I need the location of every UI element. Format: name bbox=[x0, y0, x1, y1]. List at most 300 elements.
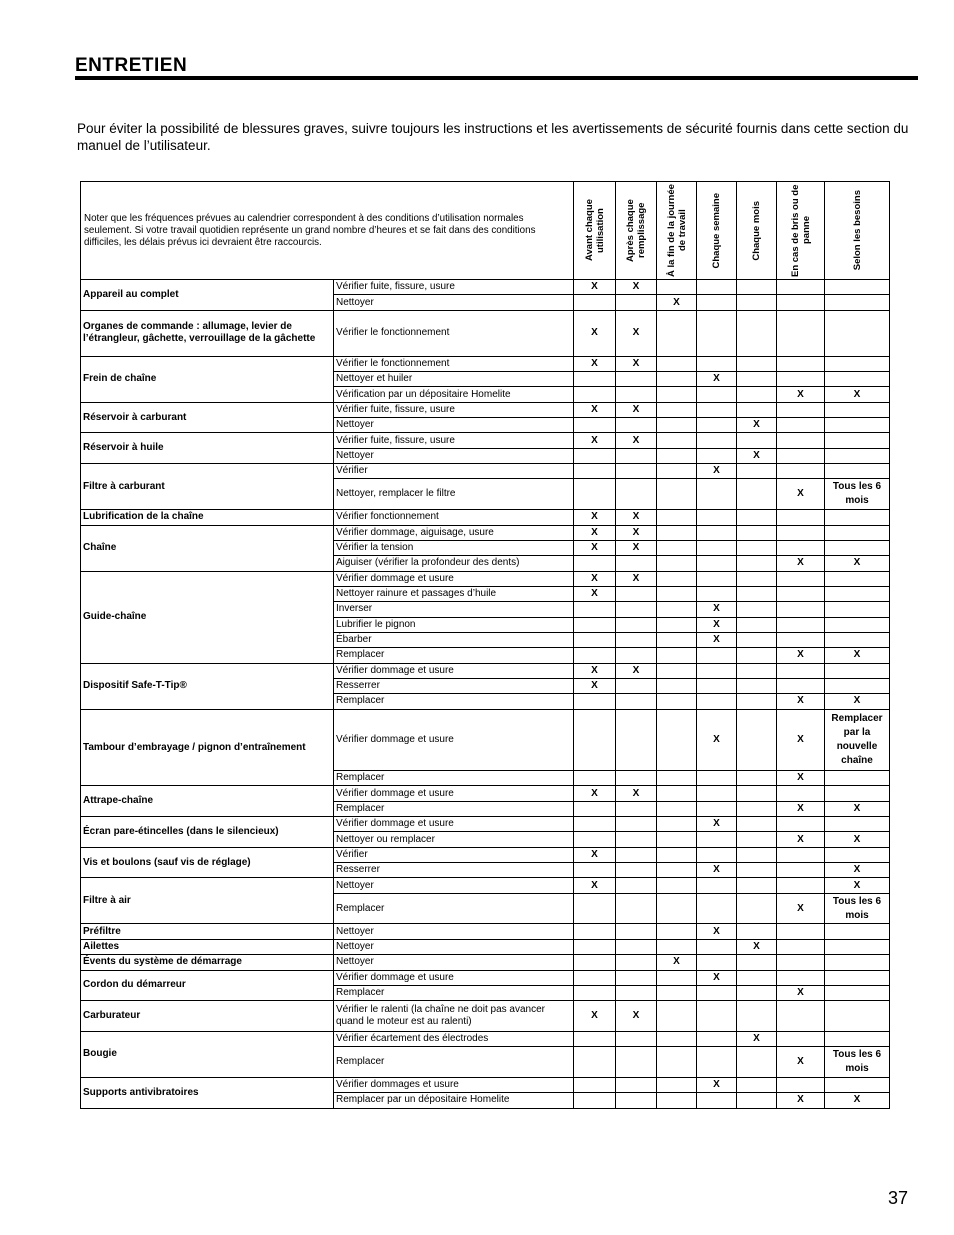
task-cell: Remplacer par un dépositaire Homelite bbox=[334, 1093, 574, 1108]
frequency-mark bbox=[657, 771, 697, 786]
component-cell: Écran pare-étincelles (dans le silencieux) bbox=[81, 817, 334, 848]
frequency-mark bbox=[825, 786, 890, 801]
frequency-mark bbox=[737, 310, 777, 356]
frequency-mark bbox=[825, 571, 890, 586]
frequency-note bbox=[81, 182, 574, 280]
task-cell: Vérifier dommages et usure bbox=[334, 1077, 574, 1092]
frequency-mark: X bbox=[574, 847, 616, 862]
frequency-mark bbox=[616, 709, 657, 770]
frequency-mark: X bbox=[777, 694, 825, 709]
table-row bbox=[81, 510, 890, 525]
frequency-mark bbox=[574, 771, 616, 786]
frequency-mark: X bbox=[825, 694, 890, 709]
frequency-mark bbox=[657, 1001, 697, 1032]
frequency-mark: X bbox=[777, 648, 825, 663]
frequency-mark bbox=[574, 602, 616, 617]
component-cell: Réservoir à carburant bbox=[81, 402, 334, 433]
frequency-mark bbox=[657, 479, 697, 510]
frequency-mark bbox=[825, 525, 890, 540]
frequency-mark bbox=[657, 418, 697, 433]
frequency-mark bbox=[825, 678, 890, 693]
frequency-mark: X bbox=[616, 663, 657, 678]
frequency-mark bbox=[737, 479, 777, 510]
frequency-mark bbox=[697, 1031, 737, 1046]
frequency-mark bbox=[825, 955, 890, 970]
frequency-mark bbox=[737, 372, 777, 387]
column-header bbox=[657, 182, 697, 280]
frequency-mark bbox=[616, 863, 657, 878]
frequency-mark bbox=[574, 464, 616, 479]
frequency-mark bbox=[574, 801, 616, 816]
frequency-mark bbox=[574, 817, 616, 832]
frequency-mark bbox=[657, 402, 697, 417]
frequency-mark bbox=[697, 893, 737, 924]
frequency-mark bbox=[737, 985, 777, 1000]
task-cell: Nettoyer bbox=[334, 295, 574, 310]
frequency-mark bbox=[777, 617, 825, 632]
table-row bbox=[81, 1001, 890, 1032]
frequency-mark bbox=[616, 479, 657, 510]
frequency-mark bbox=[737, 602, 777, 617]
title-rule bbox=[75, 76, 918, 80]
task-cell: Vérifier fuite, fissure, usure bbox=[334, 433, 574, 448]
frequency-mark: X bbox=[777, 801, 825, 816]
frequency-mark bbox=[574, 832, 616, 847]
frequency-mark bbox=[657, 893, 697, 924]
frequency-mark: X bbox=[777, 479, 825, 510]
frequency-mark bbox=[657, 678, 697, 693]
component-cell: Appareil au complet bbox=[81, 280, 334, 311]
component-cell: Frein de chaîne bbox=[81, 356, 334, 402]
frequency-mark bbox=[657, 310, 697, 356]
frequency-mark bbox=[737, 786, 777, 801]
frequency-mark bbox=[657, 448, 697, 463]
frequency-mark bbox=[616, 464, 657, 479]
frequency-mark bbox=[574, 479, 616, 510]
frequency-mark bbox=[574, 709, 616, 770]
frequency-mark bbox=[777, 602, 825, 617]
task-cell: Resserrer bbox=[334, 678, 574, 693]
frequency-mark bbox=[825, 540, 890, 555]
frequency-mark bbox=[737, 540, 777, 555]
task-cell: Nettoyer et huiler bbox=[334, 372, 574, 387]
frequency-mark: X bbox=[777, 985, 825, 1000]
frequency-mark: X bbox=[657, 295, 697, 310]
frequency-mark bbox=[825, 602, 890, 617]
frequency-mark bbox=[616, 387, 657, 402]
intro-paragraph: Pour éviter la possibilité de blessures graves, suivre toujours les instructions et les avertissements de sécurité fournis dans cette section du manuel de l’utilisateur. bbox=[77, 121, 909, 153]
frequency-mark bbox=[697, 801, 737, 816]
frequency-mark: Tous les 6 mois bbox=[825, 1047, 890, 1078]
table-row bbox=[81, 817, 890, 832]
task-cell: Inverser bbox=[334, 602, 574, 617]
frequency-mark: X bbox=[697, 632, 737, 647]
component-cell: Dispositif Safe-T-Tip® bbox=[81, 663, 334, 709]
frequency-mark bbox=[697, 678, 737, 693]
frequency-mark: X bbox=[616, 356, 657, 371]
frequency-mark bbox=[737, 387, 777, 402]
table-row bbox=[81, 525, 890, 540]
column-header bbox=[697, 182, 737, 280]
frequency-mark: X bbox=[737, 1031, 777, 1046]
frequency-mark bbox=[825, 817, 890, 832]
task-cell: Vérifier dommage et usure bbox=[334, 571, 574, 586]
task-cell: Vérifier bbox=[334, 464, 574, 479]
frequency-mark bbox=[616, 771, 657, 786]
frequency-mark bbox=[777, 1031, 825, 1046]
frequency-mark: X bbox=[574, 510, 616, 525]
frequency-mark bbox=[574, 418, 616, 433]
frequency-mark bbox=[737, 280, 777, 295]
task-cell: Nettoyer bbox=[334, 878, 574, 893]
table-row bbox=[81, 571, 890, 586]
frequency-mark bbox=[737, 970, 777, 985]
frequency-mark bbox=[825, 985, 890, 1000]
component-cell: Carburateur bbox=[81, 1001, 334, 1032]
frequency-mark bbox=[616, 893, 657, 924]
frequency-mark: X bbox=[574, 310, 616, 356]
frequency-mark bbox=[697, 525, 737, 540]
component-cell: Évents du système de démarrage bbox=[81, 955, 334, 970]
frequency-mark bbox=[657, 586, 697, 601]
frequency-mark: X bbox=[657, 955, 697, 970]
frequency-mark bbox=[737, 709, 777, 770]
frequency-mark bbox=[616, 418, 657, 433]
frequency-mark bbox=[737, 1001, 777, 1032]
frequency-mark bbox=[825, 372, 890, 387]
table-row bbox=[81, 786, 890, 801]
task-cell: Vérifier bbox=[334, 847, 574, 862]
task-cell: Nettoyer bbox=[334, 448, 574, 463]
column-header bbox=[825, 182, 890, 280]
frequency-mark bbox=[825, 1001, 890, 1032]
frequency-mark: X bbox=[697, 617, 737, 632]
frequency-mark bbox=[574, 295, 616, 310]
frequency-mark bbox=[697, 418, 737, 433]
frequency-mark bbox=[777, 540, 825, 555]
frequency-mark bbox=[657, 387, 697, 402]
task-cell: Remplacer bbox=[334, 1047, 574, 1078]
frequency-mark bbox=[574, 955, 616, 970]
frequency-mark bbox=[737, 402, 777, 417]
task-cell: Vérifier le fonctionnement bbox=[334, 356, 574, 371]
frequency-mark bbox=[657, 1093, 697, 1108]
frequency-mark bbox=[657, 280, 697, 295]
frequency-mark bbox=[777, 663, 825, 678]
frequency-mark bbox=[697, 1047, 737, 1078]
frequency-mark: Remplacer par la nouvelle chaîne bbox=[825, 709, 890, 770]
task-cell: Vérification par un dépositaire Homelite bbox=[334, 387, 574, 402]
frequency-mark bbox=[616, 448, 657, 463]
frequency-mark bbox=[777, 448, 825, 463]
frequency-note-text: Noter que les fréquences prévues au calendrier correspondent à des conditions d’utilisation normales seulement. Si votre travail quotidien représente un grand nombre d’heures et se fait dans des conditions difficiles, les délais prévus ici devraient être raccourcis. bbox=[84, 212, 536, 248]
frequency-mark bbox=[574, 648, 616, 663]
frequency-mark bbox=[616, 801, 657, 816]
frequency-mark bbox=[825, 924, 890, 939]
frequency-mark bbox=[697, 510, 737, 525]
frequency-mark: X bbox=[616, 571, 657, 586]
frequency-mark bbox=[737, 863, 777, 878]
frequency-mark bbox=[574, 924, 616, 939]
task-cell: Remplacer bbox=[334, 694, 574, 709]
frequency-mark bbox=[737, 464, 777, 479]
frequency-mark bbox=[616, 924, 657, 939]
frequency-mark: X bbox=[777, 556, 825, 571]
table-row bbox=[81, 709, 890, 770]
task-cell: Vérifier fuite, fissure, usure bbox=[334, 402, 574, 417]
task-cell: Aiguiser (vérifier la profondeur des dents) bbox=[334, 556, 574, 571]
frequency-mark bbox=[777, 817, 825, 832]
component-cell: Filtre à air bbox=[81, 878, 334, 924]
column-header-label: Après chaque remplissage bbox=[625, 199, 647, 262]
frequency-mark bbox=[777, 955, 825, 970]
frequency-mark bbox=[657, 525, 697, 540]
frequency-mark bbox=[657, 556, 697, 571]
task-cell: Vérifier dommage et usure bbox=[334, 817, 574, 832]
frequency-mark: X bbox=[616, 525, 657, 540]
frequency-mark bbox=[574, 1093, 616, 1108]
frequency-mark bbox=[697, 648, 737, 663]
frequency-mark: X bbox=[697, 970, 737, 985]
task-cell: Nettoyer bbox=[334, 924, 574, 939]
task-cell: Vérifier le fonctionnement bbox=[334, 310, 574, 356]
table-row bbox=[81, 402, 890, 417]
component-cell: Guide-chaîne bbox=[81, 571, 334, 663]
frequency-mark bbox=[616, 985, 657, 1000]
frequency-mark bbox=[574, 1077, 616, 1092]
frequency-mark bbox=[825, 356, 890, 371]
frequency-mark bbox=[616, 847, 657, 862]
frequency-mark bbox=[657, 632, 697, 647]
frequency-mark bbox=[737, 893, 777, 924]
frequency-mark bbox=[737, 817, 777, 832]
maintenance-table bbox=[80, 181, 890, 1109]
table-row bbox=[81, 356, 890, 371]
frequency-mark: X bbox=[825, 556, 890, 571]
task-cell: Remplacer bbox=[334, 985, 574, 1000]
frequency-mark bbox=[657, 464, 697, 479]
frequency-mark: X bbox=[777, 709, 825, 770]
frequency-mark bbox=[697, 295, 737, 310]
frequency-mark bbox=[825, 310, 890, 356]
frequency-mark bbox=[657, 924, 697, 939]
page-number: 37 bbox=[888, 1188, 909, 1208]
frequency-mark bbox=[697, 310, 737, 356]
frequency-mark: X bbox=[825, 878, 890, 893]
task-cell: Vérifier écartement des électrodes bbox=[334, 1031, 574, 1046]
frequency-mark bbox=[777, 632, 825, 647]
frequency-mark bbox=[574, 893, 616, 924]
frequency-mark bbox=[616, 1077, 657, 1092]
task-cell: Vérifier dommage et usure bbox=[334, 663, 574, 678]
table-row bbox=[81, 939, 890, 954]
frequency-mark: X bbox=[574, 402, 616, 417]
frequency-mark bbox=[737, 571, 777, 586]
frequency-mark bbox=[616, 295, 657, 310]
frequency-mark bbox=[574, 387, 616, 402]
frequency-mark bbox=[825, 586, 890, 601]
column-header bbox=[777, 182, 825, 280]
frequency-mark bbox=[825, 295, 890, 310]
component-cell: Vis et boulons (sauf vis de réglage) bbox=[81, 847, 334, 878]
frequency-mark: X bbox=[574, 525, 616, 540]
frequency-mark: X bbox=[574, 540, 616, 555]
component-cell: Réservoir à huile bbox=[81, 433, 334, 464]
frequency-mark bbox=[777, 878, 825, 893]
frequency-mark bbox=[657, 847, 697, 862]
frequency-mark bbox=[697, 479, 737, 510]
frequency-mark bbox=[657, 709, 697, 770]
frequency-mark bbox=[574, 985, 616, 1000]
frequency-mark bbox=[657, 356, 697, 371]
table-row bbox=[81, 663, 890, 678]
task-cell: Vérifier dommage, aiguisage, usure bbox=[334, 525, 574, 540]
frequency-mark bbox=[777, 402, 825, 417]
frequency-mark: X bbox=[697, 602, 737, 617]
frequency-mark bbox=[616, 694, 657, 709]
frequency-mark bbox=[697, 832, 737, 847]
frequency-mark bbox=[737, 694, 777, 709]
frequency-mark bbox=[574, 372, 616, 387]
column-header-label: Selon les besoins bbox=[851, 190, 863, 271]
frequency-mark bbox=[657, 878, 697, 893]
frequency-mark bbox=[777, 525, 825, 540]
task-cell: Vérifier fuite, fissure, usure bbox=[334, 280, 574, 295]
frequency-mark bbox=[616, 372, 657, 387]
frequency-mark bbox=[777, 295, 825, 310]
frequency-mark bbox=[616, 832, 657, 847]
frequency-mark bbox=[697, 1001, 737, 1032]
frequency-mark bbox=[697, 540, 737, 555]
frequency-mark bbox=[657, 1031, 697, 1046]
task-cell: Vérifier fonctionnement bbox=[334, 510, 574, 525]
frequency-mark bbox=[825, 771, 890, 786]
table-row bbox=[81, 878, 890, 893]
component-cell: Supports antivibratoires bbox=[81, 1077, 334, 1108]
column-header-label: À la fin de la journée de travail bbox=[665, 184, 688, 277]
task-cell: Lubrifier le pignon bbox=[334, 617, 574, 632]
frequency-mark: X bbox=[777, 387, 825, 402]
frequency-mark bbox=[697, 586, 737, 601]
frequency-mark bbox=[777, 571, 825, 586]
frequency-mark bbox=[737, 1047, 777, 1078]
frequency-mark bbox=[616, 648, 657, 663]
component-cell: Attrape-chaîne bbox=[81, 786, 334, 817]
frequency-mark bbox=[697, 571, 737, 586]
frequency-mark bbox=[737, 648, 777, 663]
frequency-mark bbox=[825, 433, 890, 448]
table-body bbox=[81, 280, 890, 1109]
frequency-mark bbox=[777, 464, 825, 479]
frequency-mark: X bbox=[574, 356, 616, 371]
frequency-mark bbox=[777, 433, 825, 448]
frequency-mark bbox=[616, 817, 657, 832]
task-cell: Vérifier la tension bbox=[334, 540, 574, 555]
frequency-mark bbox=[657, 801, 697, 816]
task-cell: Resserrer bbox=[334, 863, 574, 878]
frequency-mark bbox=[777, 863, 825, 878]
frequency-mark: X bbox=[574, 1001, 616, 1032]
frequency-mark bbox=[616, 602, 657, 617]
task-cell: Remplacer bbox=[334, 801, 574, 816]
frequency-mark bbox=[777, 786, 825, 801]
table-row bbox=[81, 1031, 890, 1046]
frequency-mark bbox=[737, 771, 777, 786]
frequency-mark bbox=[616, 617, 657, 632]
table-row bbox=[81, 970, 890, 985]
table-row bbox=[81, 433, 890, 448]
frequency-mark bbox=[777, 372, 825, 387]
frequency-mark bbox=[657, 863, 697, 878]
task-cell: Remplacer bbox=[334, 648, 574, 663]
page-title: ENTRETIEN bbox=[75, 55, 188, 76]
task-cell: Remplacer bbox=[334, 771, 574, 786]
frequency-mark: X bbox=[825, 1093, 890, 1108]
frequency-mark: X bbox=[574, 571, 616, 586]
frequency-mark: X bbox=[616, 510, 657, 525]
frequency-mark bbox=[616, 939, 657, 954]
frequency-mark bbox=[697, 556, 737, 571]
frequency-mark: X bbox=[737, 939, 777, 954]
frequency-mark bbox=[574, 1047, 616, 1078]
frequency-mark bbox=[657, 663, 697, 678]
frequency-mark: X bbox=[574, 678, 616, 693]
table-row bbox=[81, 280, 890, 295]
frequency-mark: Tous les 6 mois bbox=[825, 479, 890, 510]
frequency-mark bbox=[737, 356, 777, 371]
frequency-mark bbox=[657, 1077, 697, 1092]
task-cell: Vérifier dommage et usure bbox=[334, 786, 574, 801]
frequency-mark bbox=[574, 632, 616, 647]
frequency-mark: X bbox=[777, 1093, 825, 1108]
frequency-mark bbox=[697, 387, 737, 402]
frequency-mark bbox=[657, 617, 697, 632]
frequency-mark bbox=[737, 586, 777, 601]
frequency-mark bbox=[737, 510, 777, 525]
frequency-mark bbox=[825, 617, 890, 632]
task-cell: Nettoyer bbox=[334, 939, 574, 954]
frequency-mark: X bbox=[574, 663, 616, 678]
frequency-mark bbox=[777, 924, 825, 939]
component-cell: Chaîne bbox=[81, 525, 334, 571]
frequency-mark: X bbox=[825, 648, 890, 663]
frequency-mark bbox=[616, 970, 657, 985]
frequency-mark: X bbox=[574, 878, 616, 893]
table-row bbox=[81, 310, 890, 356]
frequency-mark bbox=[697, 985, 737, 1000]
frequency-mark: X bbox=[737, 448, 777, 463]
frequency-mark bbox=[777, 418, 825, 433]
table-row bbox=[81, 464, 890, 479]
frequency-mark: X bbox=[697, 709, 737, 770]
frequency-mark bbox=[825, 402, 890, 417]
frequency-mark bbox=[825, 448, 890, 463]
component-cell: Cordon du démarreur bbox=[81, 970, 334, 1001]
column-header bbox=[616, 182, 657, 280]
frequency-mark: X bbox=[616, 433, 657, 448]
frequency-mark: X bbox=[616, 540, 657, 555]
frequency-mark bbox=[657, 372, 697, 387]
frequency-mark: X bbox=[825, 863, 890, 878]
frequency-mark bbox=[616, 1093, 657, 1108]
frequency-mark: X bbox=[825, 387, 890, 402]
frequency-mark bbox=[825, 1031, 890, 1046]
frequency-mark: X bbox=[616, 402, 657, 417]
column-header-label: Chaque semaine bbox=[711, 192, 722, 269]
frequency-mark: X bbox=[825, 832, 890, 847]
frequency-mark bbox=[777, 280, 825, 295]
frequency-mark: X bbox=[616, 310, 657, 356]
